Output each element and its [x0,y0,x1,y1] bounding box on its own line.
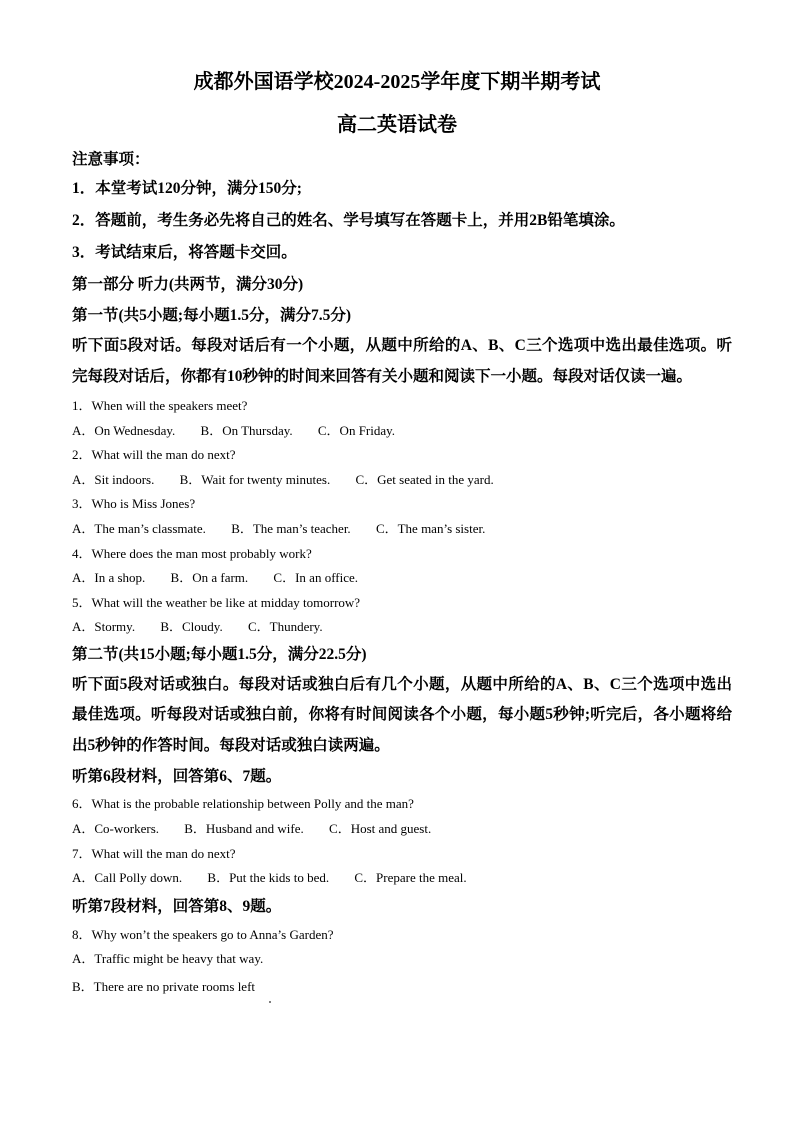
question-text: 8．Why won’t the speakers go to Anna’s Garden? [72,926,334,942]
section1-heading: 第一节(共5小题;每小题1.5分，满分7.5分) [72,307,351,324]
exam-subtitle: 高二英语试卷 [337,114,457,136]
option-a: A．Traffic might be heavy that way. [72,951,264,967]
question-8 [72,923,732,1000]
option-c: C．On Friday. [317,422,396,438]
question-text: 5．What will the weather be like at midday tomorrow? [72,594,361,610]
question-6 [72,792,732,841]
option-a: A．Stormy. [72,619,136,635]
option-b: B．Wait for twenty minutes. [179,471,331,487]
option-a: A．In a shop. [72,570,146,586]
question-4 [72,542,732,591]
option-c: C．Host and guest. [329,821,432,837]
material-6-heading: 听第6段材料，回答第6、7题。 [72,768,282,786]
question-text: 6．What is the probable relationship between Polly and the man? [72,796,414,812]
exam-content [72,146,732,1000]
question-options [72,615,732,640]
question-options [72,419,732,444]
option-b: B．On a farm. [170,570,249,586]
question-5 [72,591,732,640]
option-c: C．Thundery. [247,619,323,635]
option-a: A．The man’s classmate. [72,520,206,536]
section2-instructions: 听下面5段对话或独白。每段对话或独白后有几个小题，从题中所给的A、B、C三个选项中选出最佳选项。听每段对话或独白前，你将有时间阅读各个小题，每小题5秒钟;听完后，各小题将给出5秒钟的作答时间。每段对话或独白读两遍。 [72,675,732,754]
question-options [72,566,732,591]
question-7 [72,842,732,891]
notice-item: 1．本堂考试120分钟，满分150分; [72,180,302,197]
option-a: A．Call Polly down. [72,870,183,886]
material-7-heading: 听第7段材料，回答第8、9题。 [72,897,282,915]
question-text: 7．What will the man do next? [72,845,236,861]
question-text: 2．What will the man do next? [72,447,236,463]
option-b: B．Cloudy. [160,619,223,635]
question-options [72,866,732,891]
option-c: C．Get seated in the yard. [355,471,494,487]
option-a: A．Co-workers. [72,821,160,837]
option-b: B．On Thursday. [200,422,293,438]
notice-item: 3．考试结束后，将答题卡交回。 [72,244,297,261]
question-1 [72,394,732,443]
question-3 [72,492,732,541]
notice-item: 2．答题前，考生务必先将自己的姓名、学号填写在答题卡上，并用2B铅笔填涂。 [72,212,625,229]
option-c: C．Prepare the meal. [354,870,467,886]
exam-title: 成都外国语学校2024-2025学年度下期半期考试 [193,71,601,93]
question-options [72,468,732,493]
option-b: B．Put the kids to bed. [207,870,330,886]
option-c: C．In an office. [273,570,359,586]
question-2 [72,443,732,492]
notice-heading: 注意事项： [72,151,150,168]
stray-mark [269,1001,271,1003]
question-text: 4．Where does the man most probably work? [72,545,312,561]
option-b: B．The man’s teacher. [231,520,351,536]
option-a: A．Sit indoors. [72,471,155,487]
option-b: B．There are no private rooms left [72,979,256,994]
option-c: C．The man’s sister. [375,520,486,536]
part1-heading: 第一部分 听力(共两节，满分30分) [72,276,304,293]
section1-instructions: 听下面5段对话。每段对话后有一个小题，从题中所给的A、B、C三个选项中选出最佳选项。听完每段对话后，你都有10秒钟的时间来回答有关小题和阅读下一小题。每段对话仅读一遍。 [72,337,732,385]
section2-heading: 第二节(共15小题;每小题1.5分，满分22.5分) [72,645,367,663]
question-options [72,817,732,842]
question-options [72,517,732,542]
option-b: B．Husband and wife. [184,821,304,837]
question-text: 1．When will the speakers meet? [72,398,248,413]
option-a: A．On Wednesday. [72,422,176,438]
question-text: 3．Who is Miss Jones? [72,496,196,512]
